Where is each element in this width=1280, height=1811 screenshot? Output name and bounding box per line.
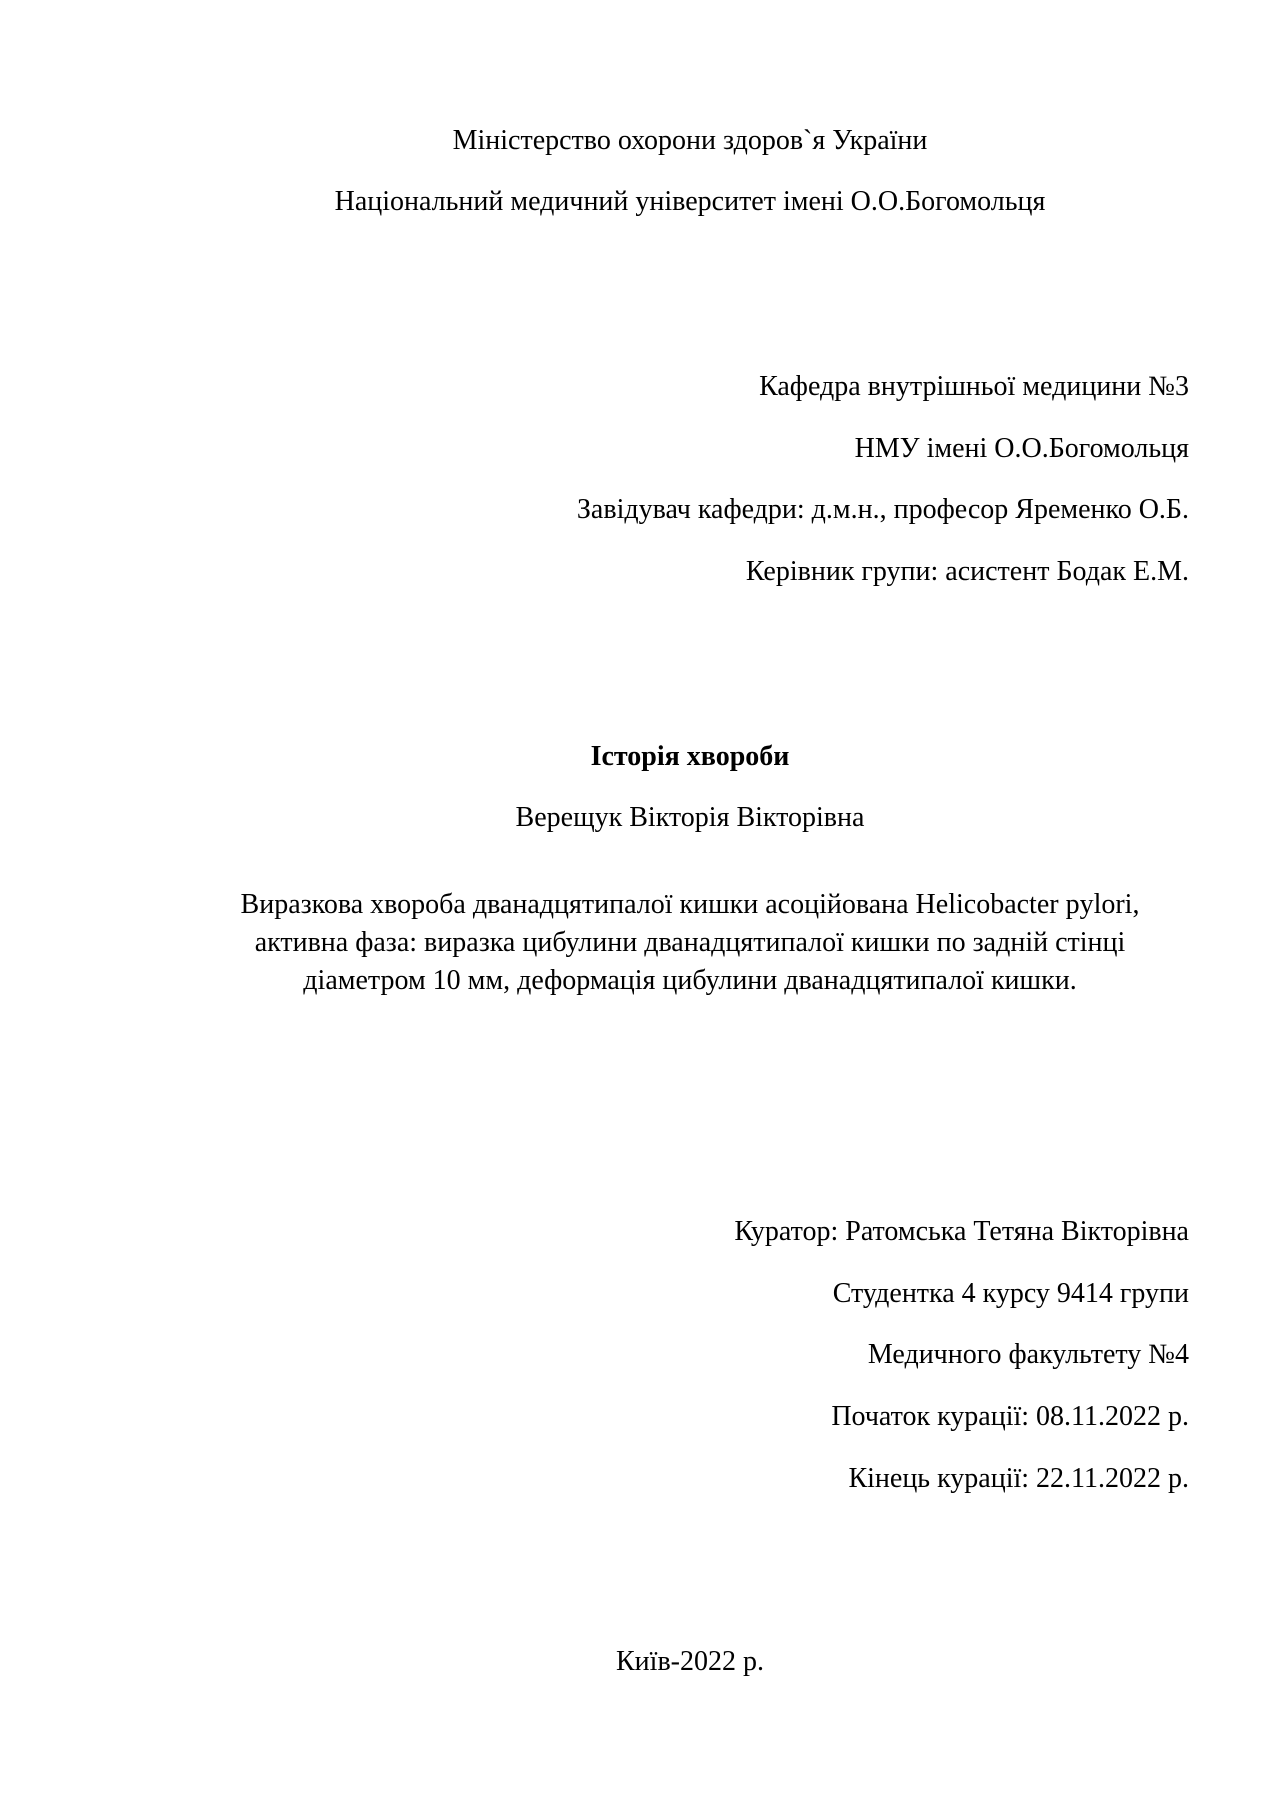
patient-name: Верещук Вікторія Вікторівна	[515, 802, 865, 833]
ministry-heading: Міністерство охорони здоров`я України	[452, 125, 928, 156]
university-heading: Національний медичний університет імені О.О.Богомольця	[334, 186, 1046, 217]
curation-end: Кінець курації: 22.11.2022 р.	[848, 1463, 1189, 1494]
group-leader: Керівник групи: асистент Бодак Е.М.	[745, 556, 1189, 587]
curation-start: Початок курації: 08.11.2022 р.	[831, 1401, 1189, 1432]
diagnosis-line: діаметром 10 мм, деформація цибулини дванадцятипалої кишки.	[303, 965, 1077, 996]
diagnosis-line: активна фаза: виразка цибулини дванадцятипалої кишки по задній стінці	[254, 927, 1126, 958]
diagnosis-line: Виразкова хвороба дванадцятипалої кишки асоційована Helicobacter pylori,	[240, 889, 1140, 920]
student-info: Студентка 4 курсу 9414 групи	[832, 1278, 1189, 1309]
department-head: Завідувач кафедри: д.м.н., професор Яременко О.Б.	[576, 494, 1189, 525]
curator-name: Куратор: Ратомська Тетяна Вікторівна	[734, 1216, 1189, 1247]
department-university: НМУ імені О.О.Богомольця	[854, 433, 1189, 464]
document-title: Історія хвороби	[590, 741, 790, 772]
faculty-info: Медичного факультету №4	[867, 1339, 1189, 1370]
diagnosis-text	[150, 886, 1230, 1000]
department-name: Кафедра внутрішньої медицини №3	[759, 371, 1189, 402]
place-year: Київ-2022 р.	[616, 1646, 764, 1677]
